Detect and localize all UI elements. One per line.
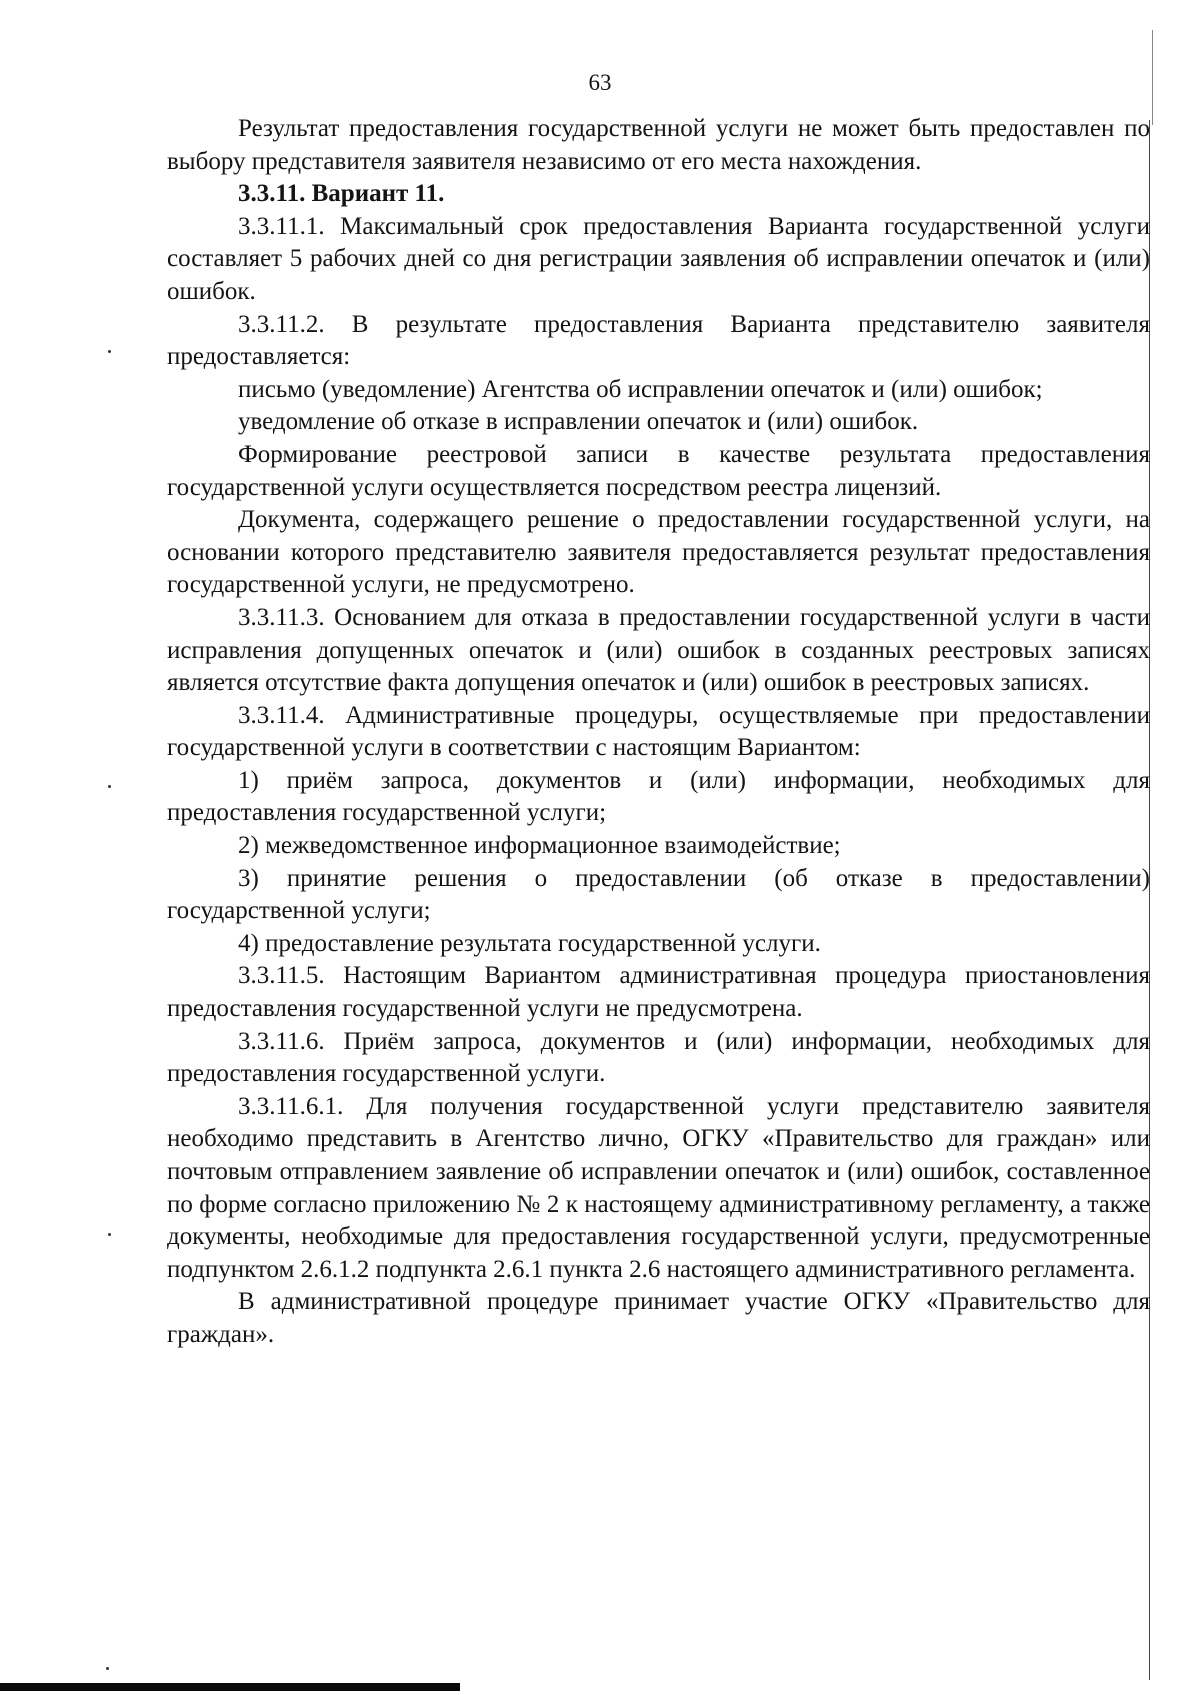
paragraph: 3.3.11.5. Настоящим Вариантом административная процедура приостановления предоставления государственной услуги не предусмотрена. <box>167 962 1150 1023</box>
paragraph: 3.3.11.1. Максимальный срок предоставления Варианта государственной услуги составляет 5 рабочих дней со дня регистрации заявления об исправлении опечаток и (или) ошибок. <box>167 212 1150 305</box>
paragraph: Формирование реестровой записи в качестве результата предоставления государственной услуги осуществляется посредством реестра лицензий. <box>167 440 1150 501</box>
paragraph: Документа, содержащего решение о предоставлении государственной услуги, на основании которого представителю заявителя предоставляется результат предоставления государственной услуги, не предусмотрено. <box>167 506 1150 599</box>
section-heading: 3.3.11. Вариант 11. <box>238 180 445 208</box>
paragraph: 3.3.11.6.1. Для получения государственной услуги представителю заявителя необходимо представить в Агентство лично, ОГКУ «Правительство для граждан» или почтовым отправлением заявление об исправлении опечаток и (или) ошибок, составленное по форме согласно приложению № 2 к настоящему административному регламенту, а также документы, необходимые для предоставления государственной услуги, предусмотренные подпунктом 2.6.1.2 подпункта 2.6.1 пункта 2.6 настоящего административного регламента. <box>167 1092 1150 1283</box>
scan-bottom-bar <box>0 1683 460 1691</box>
paragraph: 3.3.11.3. Основанием для отказа в предоставлении государственной услуги в части исправления допущенных опечаток и (или) ошибок в созданных реестровых записях является отсутствие факта допущения опечаток и (или) ошибок в реестровых записях. <box>167 603 1150 697</box>
paragraph: 3.3.11.2. В результате предоставления Варианта представителю заявителя предоставляется: <box>167 310 1150 371</box>
scan-margin-line-top <box>1152 30 1153 125</box>
paragraph: 3.3.11.6. Приём запроса, документов и (или) информации, необходимых для предоставления государственной услуги. <box>167 1027 1150 1088</box>
paragraph: уведомление об отказе в исправлении опечаток и (или) ошибок. <box>238 408 919 436</box>
scan-dot-2 <box>108 785 111 788</box>
paragraph: 3) принятие решения о предоставлении (об отказе в предоставлении) государственной услуги; <box>167 864 1150 925</box>
document-body <box>167 113 1150 1352</box>
paragraph: письмо (уведомление) Агентства об исправлении опечаток и (или) ошибок; <box>238 375 1043 403</box>
paragraph: 1) приём запроса, документов и (или) информации, необходимых для предоставления государственной услуги; <box>167 766 1150 827</box>
paragraph: Результат предоставления государственной услуги не может быть предоставлен по выбору представителя заявителя независимо от его места нахождения. <box>167 115 1150 175</box>
paragraph: В административной процедуре принимает участие ОГКУ «Правительство для граждан». <box>167 1288 1150 1348</box>
scan-dot-4 <box>106 1667 109 1670</box>
scan-dot-1 <box>108 350 111 353</box>
paragraph: 3.3.11.4. Административные процедуры, осуществляемые при предоставлении государственной услуги в соответствии с настоящим Вариантом: <box>167 701 1150 762</box>
page-number: 63 <box>588 70 612 95</box>
paragraph: 2) межведомственное информационное взаимодействие; <box>238 832 841 860</box>
paragraph: 4) предоставление результата государственной услуги. <box>238 929 821 957</box>
scan-dot-3 <box>108 1233 111 1236</box>
